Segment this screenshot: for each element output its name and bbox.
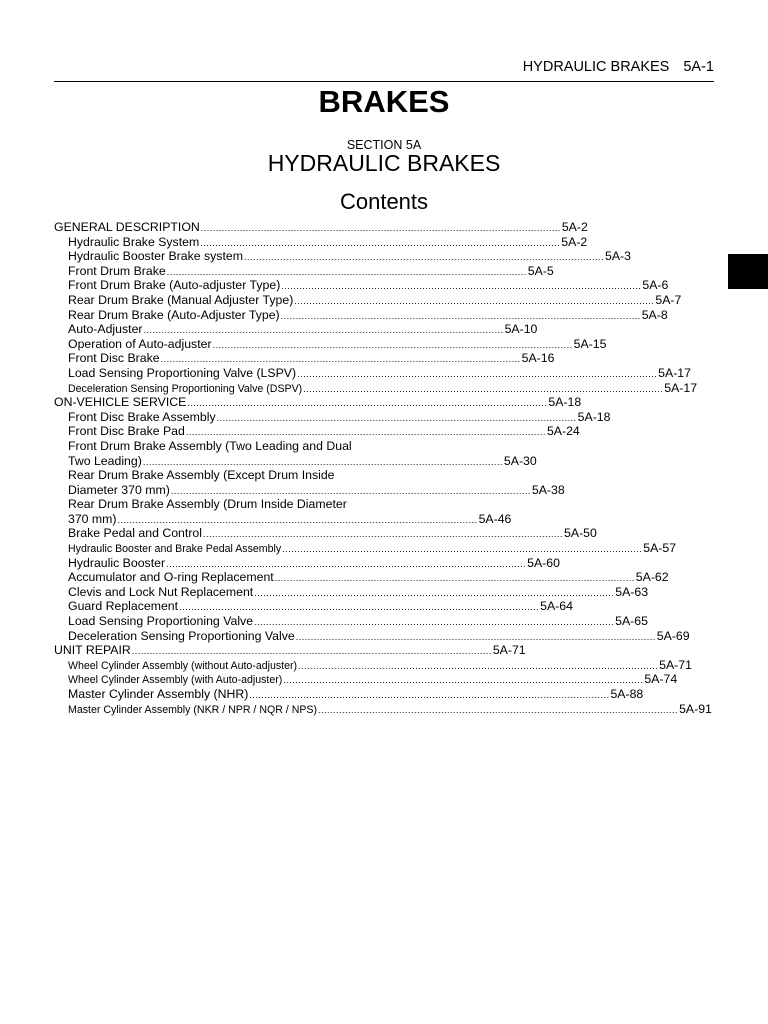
toc-dot-leader: ........................................................................................................................	[131, 646, 492, 657]
toc-entry-title: Front Disc Brake	[68, 351, 160, 366]
toc-dot-leader: ........................................................................................................................	[117, 514, 478, 525]
toc-entry-title: Front Drum Brake Assembly (Two Leading and Dual	[68, 438, 352, 453]
toc-entry[interactable]	[54, 468, 366, 483]
toc-entry-title: GENERAL DESCRIPTION	[54, 220, 200, 234]
toc-entry-title: Load Sensing Proportioning Valve (LSPV)	[68, 365, 297, 380]
toc-entry-page: 5A-88	[610, 687, 644, 701]
toc-entry-page: 5A-17	[658, 365, 691, 380]
toc-entry-title: Diameter 370 mm)	[68, 482, 170, 497]
toc-entry-page: 5A-69	[656, 628, 690, 643]
toc-entry[interactable]	[54, 380, 698, 396]
toc-entry[interactable]	[54, 482, 565, 498]
toc-entry[interactable]	[54, 570, 669, 585]
toc-entry-title: Wheel Cylinder Assembly (without Auto-adjuster)	[68, 659, 298, 672]
toc-entry-page: 5A-18	[577, 409, 611, 424]
toc-entry[interactable]	[54, 599, 573, 614]
toc-dot-leader: ........................................................................................................................	[318, 704, 679, 715]
toc-entry-page: 5A-18	[548, 395, 582, 410]
toc-entry-title: Clevis and Lock Nut Replacement	[68, 584, 254, 599]
toc-entry[interactable]	[54, 424, 580, 439]
toc-entry[interactable]	[54, 672, 678, 687]
toc-dot-leader: ........................................................................................................................	[187, 398, 548, 409]
toc-entry-page: 5A-2	[561, 234, 588, 249]
toc-dot-leader: ........................................................................................................................	[142, 456, 503, 467]
toc-entry-title: Wheel Cylinder Assembly (with Auto-adjuster)	[68, 674, 283, 687]
toc-entry-title: Rear Drum Brake (Auto-Adjuster Type)	[68, 307, 280, 322]
toc-entry[interactable]	[54, 365, 691, 381]
toc-dot-leader: ........................................................................................................................	[298, 660, 659, 671]
toc-entry-page: 5A-24	[546, 424, 580, 439]
toc-dot-leader: ........................................................................................................................	[254, 617, 615, 628]
toc-entry-page: 5A-30	[503, 453, 537, 468]
toc-entry-title: Hydraulic Booster and Brake Pedal Assembly	[68, 543, 282, 556]
toc-entry-page: 5A-17	[664, 380, 698, 395]
toc-entry[interactable]	[54, 526, 597, 541]
toc-entry-page: 5A-7	[655, 292, 682, 307]
toc-dot-leader: ........................................................................................................................	[179, 602, 540, 613]
toc-entry[interactable]	[54, 687, 644, 702]
toc-section-entry[interactable]	[54, 395, 582, 410]
toc-entry-page: 5A-64	[540, 599, 573, 614]
toc-entry-title: Hydraulic Brake System	[68, 234, 200, 249]
running-header-page-number: 5A-1	[683, 59, 714, 75]
toc-entry-page: 5A-50	[564, 526, 597, 541]
toc-entry-title: Front Drum Brake (Auto-adjuster Type)	[68, 278, 281, 293]
toc-entry[interactable]	[54, 555, 560, 571]
toc-entry-title: Accumulator and O-ring Replacement	[68, 570, 274, 585]
toc-dot-leader: ........................................................................................................................	[166, 558, 527, 569]
toc-entry[interactable]	[54, 336, 607, 352]
toc-entry-page: 5A-5	[527, 263, 554, 278]
toc-entry-page: 5A-91	[679, 701, 712, 716]
document-title: BRAKES	[318, 84, 450, 119]
toc-entry[interactable]	[54, 234, 588, 250]
toc-dot-leader: ........................................................................................................................	[202, 529, 564, 540]
table-of-contents	[54, 220, 712, 716]
toc-dot-leader: ........................................................................................................................	[249, 690, 610, 700]
toc-entry-page: 5A-63	[615, 584, 649, 599]
toc-entry[interactable]	[54, 657, 692, 673]
toc-dot-leader: ........................................................................................................................	[282, 544, 643, 555]
toc-entry[interactable]	[54, 584, 649, 600]
toc-entry-page: 5A-8	[641, 307, 668, 322]
toc-entry-title: Master Cylinder Assembly (NKR / NPR / NQR / NPS)	[68, 703, 317, 716]
toc-dot-leader: ........................................................................................................................	[185, 427, 546, 438]
contents-title: Contents	[339, 189, 429, 214]
toc-dot-leader: ........................................................................................................................	[283, 675, 644, 686]
toc-entry-title: UNIT REPAIR	[54, 643, 131, 658]
toc-dot-leader: ........................................................................................................................	[200, 223, 561, 233]
toc-entry-page: 5A-2	[561, 220, 588, 234]
toc-entry-page: 5A-46	[478, 511, 512, 526]
toc-dot-leader: ........................................................................................................................	[295, 631, 656, 642]
toc-entry-page: 5A-71	[659, 657, 692, 672]
section-edge-tab	[728, 254, 768, 289]
toc-entry[interactable]	[54, 351, 555, 366]
toc-entry-title: Auto-Adjuster	[68, 322, 143, 337]
toc-entry-page: 5A-38	[531, 482, 565, 497]
toc-entry[interactable]	[54, 322, 538, 337]
toc-dot-leader: ........................................................................................................................	[274, 573, 635, 584]
toc-dot-leader: ........................................................................................................................	[281, 281, 642, 292]
toc-entry[interactable]	[54, 249, 631, 264]
toc-entry-title: Load Sensing Proportioning Valve	[68, 614, 254, 629]
toc-entry-page: 5A-60	[527, 555, 560, 570]
toc-entry-title: Master Cylinder Assembly (NHR)	[68, 687, 249, 701]
toc-entry-page: 5A-57	[643, 541, 677, 556]
toc-entry-page: 5A-71	[492, 643, 526, 658]
running-header-section: HYDRAULIC BRAKES	[522, 59, 670, 75]
toc-entry[interactable]	[54, 439, 366, 454]
toc-entry-page: 5A-10	[504, 322, 538, 337]
toc-entry-page: 5A-3	[605, 249, 631, 264]
toc-dot-leader: ........................................................................................................................	[166, 266, 527, 277]
toc-entry-title: Front Disc Brake Pad	[68, 424, 185, 439]
toc-entry[interactable]	[54, 541, 677, 556]
toc-dot-leader: ........................................................................................................................	[243, 252, 605, 263]
toc-entry-title: Deceleration Sensing Proportioning Valve (DSPV)	[68, 382, 303, 395]
toc-entry-title: Hydraulic Booster	[68, 555, 166, 570]
toc-entry-title: Rear Drum Brake (Manual Adjuster Type)	[68, 292, 294, 307]
toc-entry-title: 370 mm)	[68, 511, 117, 526]
toc-entry[interactable]	[54, 307, 668, 323]
toc-entry[interactable]	[54, 292, 682, 308]
toc-entry[interactable]	[54, 511, 512, 527]
toc-entry[interactable]	[54, 453, 537, 469]
toc-entry[interactable]	[54, 409, 611, 425]
toc-entry-title: ON-VEHICLE SERVICE	[54, 395, 187, 410]
toc-entry-page: 5A-15	[573, 336, 607, 351]
section-title: HYDRAULIC BRAKES	[267, 150, 501, 176]
header-rule	[54, 81, 714, 82]
toc-dot-leader: ........................................................................................................................	[170, 485, 531, 496]
toc-entry-page: 5A-16	[521, 351, 555, 366]
toc-entry-title: Operation of Auto-adjuster	[68, 336, 212, 351]
toc-dot-leader: ........................................................................................................................	[297, 368, 658, 379]
toc-dot-leader: ........................................................................................................................	[200, 237, 561, 248]
toc-dot-leader: ........................................................................................................................	[160, 354, 521, 365]
toc-dot-leader: ........................................................................................................................	[212, 339, 573, 350]
toc-entry-page: 5A-74	[644, 672, 678, 687]
toc-section-entry[interactable]	[54, 220, 588, 235]
toc-entry-title: Two Leading)	[68, 453, 142, 468]
toc-entry[interactable]	[54, 263, 554, 279]
toc-dot-leader: ........................................................................................................................	[216, 412, 577, 423]
toc-entry-title: Rear Drum Brake Assembly (Drum Inside Diameter	[68, 497, 347, 512]
toc-dot-leader: ........................................................................................................................	[143, 325, 504, 336]
toc-entry-title: Rear Drum Brake Assembly (Except Drum Inside	[68, 468, 335, 483]
toc-entry-page: 5A-62	[635, 570, 669, 585]
toc-entry-title: Front Disc Brake Assembly	[68, 409, 216, 424]
running-header	[523, 59, 714, 75]
toc-entry[interactable]	[54, 701, 712, 717]
toc-dot-leader: ........................................................................................................................	[294, 295, 655, 306]
toc-entry-title: Front Drum Brake	[68, 263, 166, 278]
toc-entry-title: Deceleration Sensing Proportioning Valve	[68, 628, 295, 643]
toc-dot-leader: ........................................................................................................................	[303, 383, 664, 394]
toc-dot-leader: ........................................................................................................................	[280, 310, 641, 321]
toc-entry-page: 5A-6	[642, 278, 669, 293]
toc-entry[interactable]	[54, 278, 669, 293]
toc-entry-title: Guard Replacement	[68, 599, 179, 614]
toc-entry-page: 5A-65	[615, 614, 648, 629]
toc-entry-title: Brake Pedal and Control	[68, 526, 202, 541]
toc-entry-title: Hydraulic Booster Brake system	[68, 249, 243, 264]
section-label: SECTION 5A	[346, 138, 422, 152]
toc-section-entry[interactable]	[54, 643, 526, 658]
toc-dot-leader: ........................................................................................................................	[254, 587, 615, 598]
toc-entry[interactable]	[54, 497, 366, 512]
toc-entry[interactable]	[54, 628, 690, 644]
toc-entry[interactable]	[54, 614, 648, 629]
